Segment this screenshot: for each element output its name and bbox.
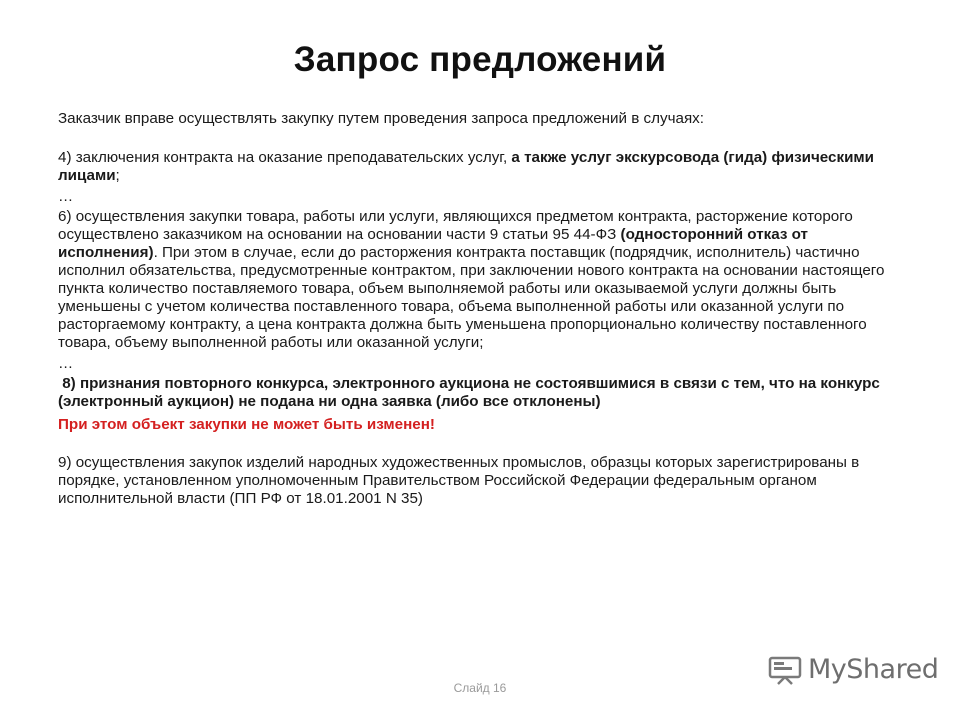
- item-4-end: ;: [115, 167, 120, 184]
- presentation-board-icon: [768, 655, 802, 685]
- ellipsis-2: …: [58, 355, 74, 372]
- item-4-text: 4) заключения контракта на оказание преподавательских услуг,: [58, 149, 512, 166]
- warning-text: При этом объект закупки не может быть изменен!: [58, 416, 435, 433]
- item-9-paragraph: 9) осуществления закупок изделий народных художественных промыслов, образцы которых зарегистрированы в порядке, установленном уполномоченным Правительством Российской Федерации федеральным органом исполнительной власти (ПП РФ от 18.01.2001 N 35): [58, 454, 860, 507]
- item-6-paragraph: [58, 208, 908, 352]
- ellipsis-1: …: [58, 188, 74, 205]
- slide-title: Запрос предложений: [293, 40, 667, 79]
- item-6-text-1: 6) осуществления закупки товара, работы или услуги, являющихся предметом контракта, расторжение которого осуществлено заказчиком на основании на основании части 9 статьи 95 44-ФЗ: [58, 208, 853, 243]
- slide-number: Слайд 16: [453, 681, 507, 695]
- item-4-paragraph: [58, 149, 908, 185]
- item-4-bold-text: а также услуг экскурсовода (гида) физическими лицами: [58, 149, 874, 184]
- item-8-paragraph: 8) признания повторного конкурса, электронного аукциона не состоявшимися в связи с тем, что на конкурс (электронный аукцион) не подана ни одна заявка (либо все отклонены): [58, 375, 885, 410]
- item-6-bold-text: (односторонний отказ от исполнения): [58, 226, 808, 261]
- slide-body: [58, 110, 908, 508]
- watermark-text: MyShared: [808, 654, 939, 685]
- item-6-text-2: . При этом в случае, если до расторжения контракта поставщик (подрядчик, исполнитель) частично исполнил обязательства, предусмотренные контрактом, при заключении нового контракта на основании настоящего пункта количество поставляемого товара, объем выполняемой работы или оказываемой услуги должны быть уменьшены с учетом количества поставленного товара, объема выполненной работы или оказанной услуги по расторгаемому контракту, а цена контракта должна быть уменьшена пропорционально количеству поставленного товара, объему выполненной работы или оказанной услуги;: [58, 244, 885, 351]
- watermark-logo: [768, 654, 938, 685]
- intro-paragraph: Заказчик вправе осуществлять закупку путем проведения запроса предложений в случаях:: [58, 110, 704, 127]
